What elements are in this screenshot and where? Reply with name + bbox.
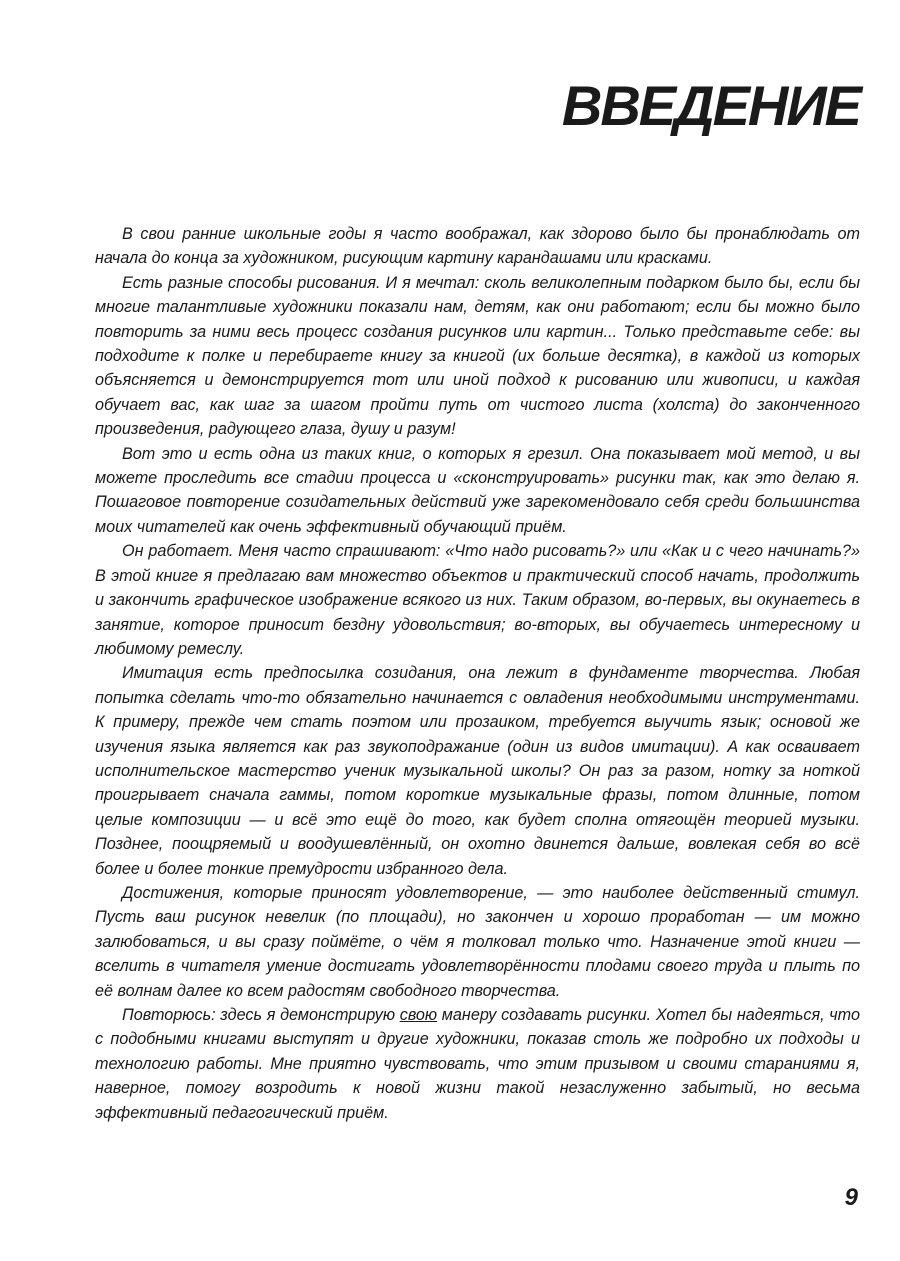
page-number: 9 <box>844 1184 858 1211</box>
paragraph: Есть разные способы рисования. И я мечтал: сколь великолепным подарком было бы, если бы многие талантливые художники показали нам, детям, как они работают; если бы можно было повторить за ними весь процесс создания рисунков или картин... Только представьте себе: вы подходите к полке и перебираете книгу за книгой (их больше десятка), в каждой из которых объясняется и демонстрируется тот или иной подход к рисованию или живописи, и каждая обучает вас, как шаг за шагом пройти путь от чистого листа (холста) до законченного произведения, радующего глаза, душу и разум! <box>95 273 860 439</box>
paragraph-last-before: Повторюсь: здесь я демонстрирую <box>122 1006 400 1024</box>
paragraph: Имитация есть предпосылка созидания, она лежит в фундаменте творчества. Любая попытка сделать что-то обязательно начинается с овладения необходимыми инструментами. К примеру, прежде чем стать поэтом или прозаиком, требуется выучить язык; основой же изучения языка является как раз звукоподражание (один из видов имитации). А как осваивает исполнительское мастерство ученик музыкальной школы? Он раз за разом, нотку за ноткой проигрывает сначала гаммы, потом короткие музыкальные фразы, потом длинные, потом целые композиции — и всё это ещё до того, как будет сполна отягощён теорией музыки. Позднее, поощряемый и воодушевлённый, он охотно двинется дальше, вовлекая себя во всё более и более тонкие премудрости избранного дела. <box>95 664 860 878</box>
paragraph: Достижения, которые приносят удовлетворение, — это наиболее действенный стимул. Пусть ваш рисунок невелик (по площади), но закончен и хорошо проработан — им можно залюбоваться, и вы сразу поймёте, о чём я толковал только что. Назначение этой книги — вселить в читателя умение достигать удовлетворённости плодами своего труда и плыть по её волнам далее ко всем радостям свободного творчества. <box>95 883 860 1000</box>
paragraph: Вот это и есть одна из таких книг, о которых я грезил. Она показывает мой метод, и вы можете проследить все стадии процесса и «сконструировать» рисунки так, как это делаю я. Пошаговое повторение созидательных действий уже зарекомендовало себя среди большинства моих читателей как очень эффективный обучающий приём. <box>95 444 860 536</box>
paragraph: Он работает. Меня часто спрашивают: «Что надо рисовать?» или «Как и с чего начинать?» В этой книге я предлагаю вам множество объектов и практический способ начать, продолжить и закончить графическое изображение всякого из них. Таким образом, во-первых, вы окунаетесь в занятие, которое приносит бездну удовольствия; во-вторых, вы обучаетесь интересному и любимому ремеслу. <box>95 542 860 658</box>
paragraph: В свои ранние школьные годы я часто воображал, как здорово было бы пронаблюдать от начала до конца за художником, рисующим картину карандашами или красками. <box>95 225 860 268</box>
page-title: ВВЕДЕНИЕ <box>561 74 860 137</box>
paragraph-last-after: манеру создавать рисунки. Хотел бы надеяться, что с подобными книгами выступят и другие художники, показав столь же подробно их подходы и технологию работы. Мне приятно чувствовать, что этим призывом и своими стараниями я, наверное, помогу возродить к новой жизни такой незаслуженно забытый, но весьма эффективный педагогический приём. <box>95 1006 860 1122</box>
underlined-word: свою <box>399 1006 438 1024</box>
paragraph-last <box>95 1003 860 1125</box>
body-text <box>95 222 860 1125</box>
